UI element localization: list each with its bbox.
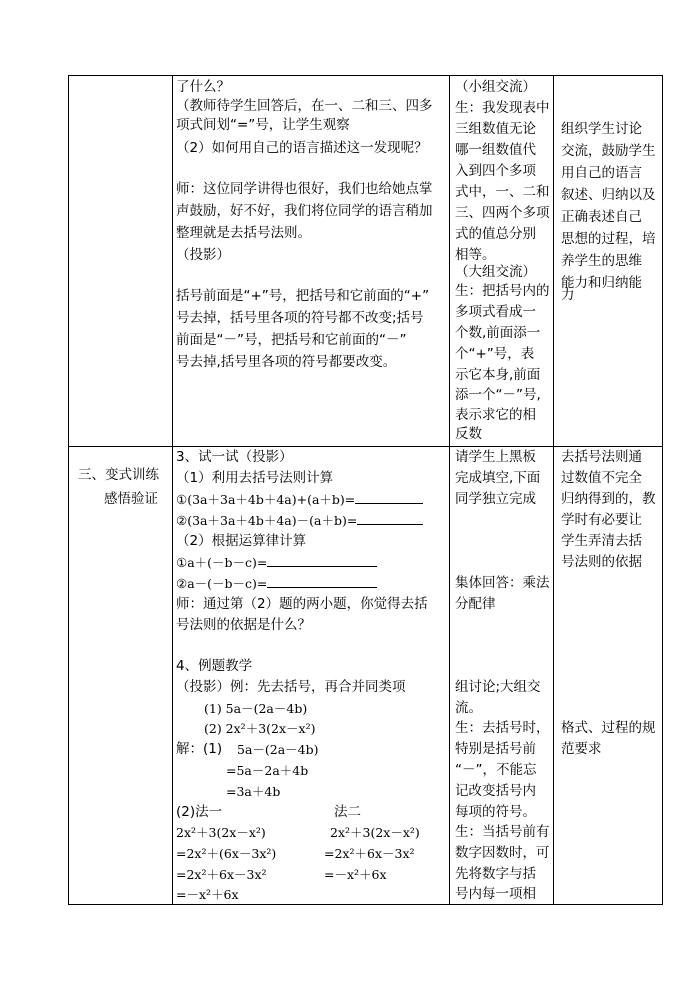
column-divider	[449, 76, 450, 904]
text-line: （投影）	[176, 247, 230, 263]
answer-blank	[357, 511, 423, 525]
text-line: 式中，一、二和	[455, 184, 550, 200]
text-line: 号内每一项相	[455, 886, 536, 902]
method-1-step: =2x²＋6x－3x²	[176, 867, 267, 882]
text-line: 学时有必要让	[561, 512, 642, 528]
problem-1: (1) 5a－(2a－4b)	[204, 701, 308, 716]
text-line: 个“+”号，表	[455, 346, 535, 362]
text-line: （投影）例：先去括号，再合并同类项	[176, 679, 406, 695]
text-line: （大组交流）	[455, 264, 536, 280]
exercise-4	[176, 574, 377, 593]
text-line: 过数值不完全	[561, 470, 642, 486]
text-line: 添一个“－”号,	[455, 387, 541, 403]
text-line: 每项的符号。	[455, 804, 536, 820]
text-line: 入到四个多项	[455, 163, 536, 179]
column-divider	[172, 76, 173, 904]
text-line: 括号前面是“+”号，把括号和它前面的“+”	[176, 288, 430, 304]
text-line: 完成填空,下面	[455, 470, 541, 486]
text-line: 反数	[455, 426, 482, 442]
text-line: 三、四两个多项	[455, 205, 550, 221]
text-line: 集体回答：乘法	[455, 575, 550, 591]
method-1-label: (2)法一	[176, 804, 223, 820]
text-line: 三组数值无论	[455, 121, 536, 137]
text-line: 相等。	[455, 247, 496, 263]
problem-2: (2) 2x²＋3(2x－x²)	[204, 721, 316, 736]
solution-step: =5a－2a＋4b	[226, 763, 309, 778]
text-line: 叙述、归纳以及	[561, 187, 656, 203]
solution-label: 解：(1)	[176, 741, 223, 757]
text-line: （2）如何用自己的语言描述这一发现呢？	[176, 140, 428, 156]
method-2-step: =2x²＋6x－3x²	[324, 846, 415, 861]
method-2-label: 法二	[334, 804, 361, 820]
text-line: 归纳得到的，教	[561, 491, 656, 507]
text-line: 能力和归纳能	[561, 275, 642, 291]
text-line: 思想的过程，培	[561, 231, 656, 247]
text-line: 个数,前面添一	[455, 325, 541, 341]
text-line: 示它本身,前面	[455, 367, 541, 383]
text-line: 组讨论;大组交	[455, 679, 541, 695]
text-line: 去括号法则通	[561, 449, 642, 465]
stage-subtitle: 感悟验证	[104, 491, 158, 507]
text-line: 特别是括号前	[455, 741, 536, 757]
text-line: 正确表述自己	[561, 209, 642, 225]
text-line: 了什么？	[176, 79, 230, 95]
text-line: 号去掉,括号里各项的符号都要改变。	[176, 354, 397, 370]
text-line: 多项式看成一	[455, 304, 536, 320]
method-2-step: =－x²＋6x	[324, 867, 387, 882]
text-line: 用自己的语言	[561, 165, 642, 181]
text-line: 学生弄清去括	[561, 533, 642, 549]
text-line: 养学生的思维	[561, 253, 642, 269]
text-line: 数字因数时，可	[455, 845, 550, 861]
text-line: 表示求它的相	[455, 407, 536, 423]
exercise-2	[176, 511, 423, 530]
text-line: 师：通过第（2）题的两小题，你觉得去括	[176, 596, 428, 612]
method-1-step: =－x²＋6x	[176, 887, 239, 902]
exercise-1-text: ①(3a＋3a＋4b＋4a)+(a＋b)=	[176, 492, 356, 507]
text-line: 生：把括号内的	[455, 283, 550, 299]
text-line: 同学独立完成	[455, 491, 536, 507]
text-line: 前面是“－”号，把括号和它前面的“－”	[176, 332, 407, 348]
text-line: （教师待学生回答后，在一、二和三、四多	[176, 98, 433, 114]
text-line: （2）根据运算律计算	[176, 533, 307, 549]
text-line: 整理就是去括号法则。	[176, 225, 311, 241]
text-line: 生：当括号前有	[455, 824, 550, 840]
answer-blank	[267, 553, 377, 567]
text-line: “－”，不能忘	[455, 762, 537, 778]
column-divider	[553, 76, 554, 904]
text-line: 交流，鼓励学生	[561, 143, 656, 159]
exercise-3	[176, 553, 377, 572]
text-line: 记改变括号内	[455, 783, 536, 799]
solution-step: =3a＋4b	[226, 784, 281, 799]
text-line: 请学生上黑板	[455, 449, 536, 465]
text-line: 师：这位同学讲得也很好，我们也给她点掌	[176, 181, 433, 197]
exercise-4-text: ②a－(－b－c)=	[176, 576, 268, 591]
text-line: 号法则的依据是什么？	[176, 617, 311, 633]
text-line: 式的值总分别	[455, 226, 536, 242]
text-line: 格式、过程的规	[561, 720, 656, 736]
method-1-step: =2x²＋(6x－3x²)	[176, 846, 277, 861]
text-line: 号去掉，括号里各项的符号都不改变;括号	[176, 310, 424, 326]
answer-blank	[267, 574, 377, 588]
solution-step: 5a－(2a－4b)	[237, 742, 319, 757]
text-line: （小组交流）	[455, 79, 536, 95]
answer-blank	[355, 490, 423, 504]
row-divider	[69, 446, 662, 447]
exercise-3-text: ①a＋(－b－c)=	[176, 555, 268, 570]
stage-title: 三、变式训练	[78, 467, 159, 483]
text-line: 生：去括号时，	[455, 720, 550, 736]
text-line: 声鼓励，好不好，我们将位同学的语言稍加	[176, 203, 433, 219]
exercise-2-text: ②(3a＋3a＋4b＋4a)－(a＋b)=	[176, 513, 358, 528]
text-line: 力	[561, 287, 575, 303]
text-line: （1）利用去括号法则计算	[176, 470, 334, 486]
method-1-step: 2x²＋3(2x－x²)	[176, 825, 266, 840]
text-line: 流。	[455, 700, 482, 716]
text-line: 哪一组数值代	[455, 142, 536, 158]
section-heading: 4、例题教学	[176, 658, 253, 674]
text-line: 分配律	[455, 596, 496, 612]
text-line: 范要求	[561, 741, 602, 757]
section-heading: 3、试一试（投影）	[176, 449, 293, 465]
text-line: 组织学生讨论	[561, 121, 642, 137]
text-line: 号法则的依据	[561, 554, 642, 570]
text-line: 项式间划“=”号，让学生观察	[176, 117, 350, 133]
exercise-1	[176, 490, 423, 509]
text-line: 先将数字与括	[455, 866, 536, 882]
method-2-step: 2x²＋3(2x－x²)	[330, 825, 420, 840]
text-line: 生：我发现表中	[455, 100, 550, 116]
